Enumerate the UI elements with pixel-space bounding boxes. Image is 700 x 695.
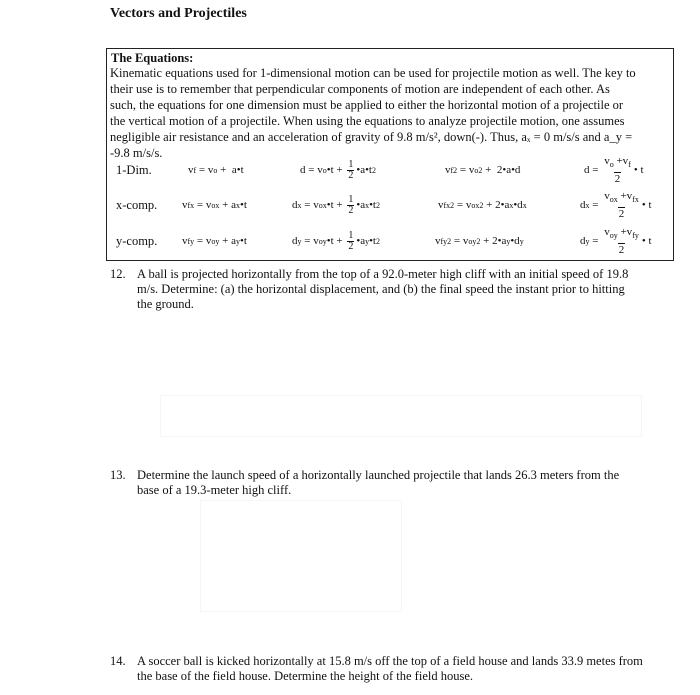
question-line: base of a 19.3-meter high cliff. — [137, 483, 292, 497]
page-title: Vectors and Projectiles — [110, 6, 247, 21]
faint-artifact — [160, 395, 642, 437]
equation-row-y — [110, 223, 672, 259]
question-text — [137, 267, 628, 312]
faint-artifact — [200, 500, 402, 612]
question-line: the base of the field house. Determine the height of the field house. — [137, 669, 474, 683]
equation-d-avg: d = $\frac{v_o +v_f}{2}$ • t — [584, 155, 644, 185]
equation-row-1d — [110, 152, 672, 188]
equation-vf-squared: v f 2 = v o 2 + 2•a•d — [445, 164, 521, 176]
question-12 — [110, 267, 680, 317]
equation-vfy: v fy = v oy + a y •t — [182, 235, 247, 247]
question-text — [137, 468, 619, 498]
equations-title: The Equations: — [111, 51, 194, 65]
equation-dx-avg: d x = $\frac{v_{ox} +v_{fx}}{2}$ • t — [580, 190, 652, 220]
question-line: m/s. Determine: (a) the horizontal displacement, and (b) the final speed the instant prior to hitting — [137, 282, 625, 296]
equation-dy-avg: d y = $\frac{v_{oy} +v_{fy}}{2}$ • t — [580, 226, 652, 256]
intro-line: the vertical motion of a projectile. When using the equations to analyze projectile motion, one assumes — [110, 114, 625, 128]
question-number: 13. — [110, 468, 126, 482]
question-14 — [110, 654, 690, 686]
question-text — [137, 654, 643, 684]
equation-dx: d x = v ox •t + $\frac{1}{2}$ •a x •t 2 — [292, 193, 380, 216]
equation-vf: v f = v o + a•t — [188, 164, 244, 176]
intro-line: their use is to remember that perpendicular components of motion are independent of each other. As — [110, 82, 610, 96]
equation-vfx: v fx = v ox + a x •t — [182, 199, 247, 211]
intro-line: Kinematic equations used for 1-dimensional motion can be used for projectile motion as well. The key to — [110, 66, 636, 80]
row-label-y: y-comp. — [116, 233, 158, 248]
row-label-1d: 1-Dim. — [116, 162, 152, 177]
equation-vfx-squared: v fx 2 = v ox 2 + 2•a x •d x — [438, 199, 527, 211]
question-line: Determine the launch speed of a horizontally launched projectile that lands 26.3 meters from the — [137, 468, 620, 482]
intro-line: such, the equations for one dimension must be applied to either the horizontal motion of a projectile or — [110, 98, 624, 112]
equations-intro — [110, 65, 672, 161]
equation-dy: d y = v oy •t + $\frac{1}{2}$ •a y •t 2 — [292, 229, 380, 252]
question-13 — [110, 468, 680, 500]
equation-d: d = v o •t + $\frac{1}{2}$ •a•t 2 — [300, 158, 376, 181]
equations-box — [106, 48, 674, 261]
question-line: the ground. — [137, 297, 194, 311]
question-number: 14. — [110, 654, 126, 668]
question-number: 12. — [110, 267, 126, 281]
equation-vfy-squared: v fy 2 = v oy 2 + 2•a y •d y — [435, 235, 524, 247]
equation-row-x — [110, 187, 672, 223]
question-line: A ball is projected horizontally from the top of a 92.0-meter high cliff with an initial speed of 19.8 — [137, 267, 629, 281]
row-label-x: x-comp. — [116, 197, 158, 212]
question-line: A soccer ball is kicked horizontally at 15.8 m/s off the top of a field house and lands 33.9 metes from — [137, 654, 643, 668]
intro-line: negligible air resistance and an acceleration of gravity of 9.8 m/s², down(-). Thus, aₓ = 0 m/s/s and a_y = — [110, 130, 633, 144]
intro-line: -9.8 m/s/s. — [110, 146, 163, 160]
